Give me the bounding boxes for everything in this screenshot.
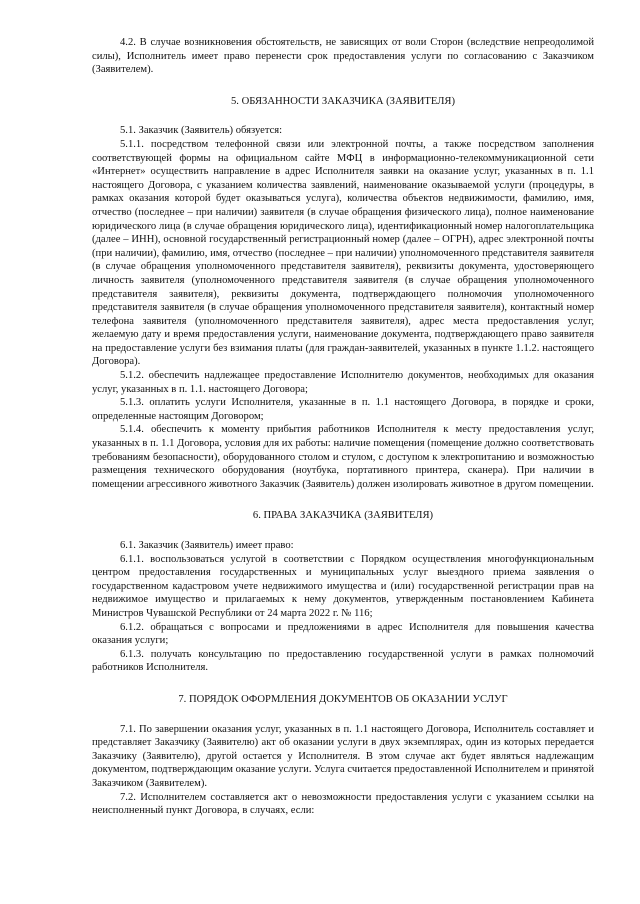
paragraph-6-1-1: 6.1.1. воспользоваться услугой в соответствии с Порядком осуществления многофункциональным центром предоставления государственных и муниципальных услуг выездного приема заявления о государственном кадастровом учете недвижимого имущества и (или) государственной регистрации прав на недвижимое имущество и прилагаемых к нему документов, утвержденным постановлением Кабинета Министров Чувашской Республики от 24 марта 2022 г. № 116;	[92, 553, 594, 619]
paragraph-6-1-2: 6.1.2. обращаться с вопросами и предложениями в адрес Исполнителя для повышения качества оказания услуги;	[92, 621, 594, 647]
paragraph-5-1-3: 5.1.3. оплатить услуги Исполнителя, указанные в п. 1.1 настоящего Договора, в порядке и сроки, определенные настоящим Договором;	[92, 397, 594, 422]
paragraph-4-2: 4.2. В случае возникновения обстоятельств, не зависящих от воли Сторон (вследствие непреодолимой силы), Исполнитель имеет право перенести срок предоставления услуги по согласованию с Заказчиком (Заявителем).	[92, 37, 594, 76]
paragraph-5-1: 5.1. Заказчик (Заявитель) обязуется:	[120, 125, 283, 137]
paragraph-5-1-2: 5.1.2. обеспечить надлежащее предоставление Исполнителю документов, необходимых для оказания услуг, указанных в п. 1.1. настоящего Договора;	[92, 370, 594, 395]
paragraph-7-1: 7.1. По завершении оказания услуг, указанных в п. 1.1 настоящего Договора, Исполнитель составляет и представляет Заказчику (Заявителю) акт об оказании услуги в двух экземплярах, один из которых передается Заказчику (Заявителю), другой остается у Исполнителя. В этом случае акт будет являться надлежащим документом, подтверждающим оказание услуги. Услуга считается предоставленной Исполнителем и принятой Заказчиком (Заявителем).	[92, 723, 594, 789]
section-6-title: 6. ПРАВА ЗАКАЗЧИКА (ЗАЯВИТЕЛЯ)	[252, 510, 434, 522]
paragraph-5-1-4: 5.1.4. обеспечить к моменту прибытия работников Исполнителя к месту предоставления услуг, указанных в п. 1.1 Договора, условия для их работы: наличие помещения (помещение должно соответствовать требованиям безопасности), оборудованного столом и стулом, с доступом к электропитанию и возможностью размещения технического оборудования (ноутбука, портативного принтера, сканера). При наличии в помещении агрессивного животного Заказчик (Заявитель) должен изолировать животное в другом помещении.	[92, 424, 594, 490]
paragraph-7-2: 7.2. Исполнителем составляется акт о невозможности предоставления услуги с указанием ссылки на неисполненный пункт Договора, в случаях, если:	[92, 791, 594, 817]
section-5-title: 5. ОБЯЗАННОСТИ ЗАКАЗЧИКА (ЗАЯВИТЕЛЯ)	[231, 95, 455, 107]
section-7-title: 7. ПОРЯДОК ОФОРМЛЕНИЯ ДОКУМЕНТОВ ОБ ОКАЗАНИИ УСЛУГ	[178, 693, 508, 705]
paragraph-6-1: 6.1. Заказчик (Заявитель) имеет право:	[120, 540, 294, 551]
paragraph-6-1-3: 6.1.3. получать консультацию по предоставлению государственной услуги в рамках полномочий работников Исполнителя.	[92, 648, 594, 674]
paragraph-5-1-1: 5.1.1. посредством телефонной связи или электронной почты, а также посредством заполнения соответствующей формы на официальном сайте МФЦ в информационно-телекоммуникационной сети «Интернет» осуществить направление в адрес Исполнителя заявки на оказание услуг, указанных в п. 1.1 настоящего Договора, с указанием количества заявлений, наименование оказываемой услуги (процедуры, в рамках оказания которой будет оказываться услуга), количества объектов недвижимости, фамилию, имя, отчество (последнее – при наличии) заявителя (в случае обращения физического лица), полное наименование юридического лица (в случае обращения юридического лица), идентификационный номер налогоплательщика (далее – ИНН), основной государственный регистрационный номер (далее – ОГРН), адрес электронной почты (при наличии), фамилию, имя, отчество (последнее – при наличии) уполномоченного представителя заявителя (в случае обращения уполномоченного представителя заявителя), реквизиты документа, удостоверяющего личность заявителя (уполномоченного представителя заявителя (в случае обращения уполномоченного представителя заявителя), реквизиты документа, подтверждающего полномочия уполномоченного представителя заявителя (в случае обращения уполномоченного представителя заявителя), контактный номер телефона заявителя (уполномоченного представителя заявителя), адрес места предоставления услуг, желаемую дату и время предоставления услуги, наименование документа, подтверждающего право заявителя на предоставление услуги без взимания платы (для граждан-заявителей, указанных в пункте 1.1.2. настоящего Договора).	[92, 138, 594, 368]
